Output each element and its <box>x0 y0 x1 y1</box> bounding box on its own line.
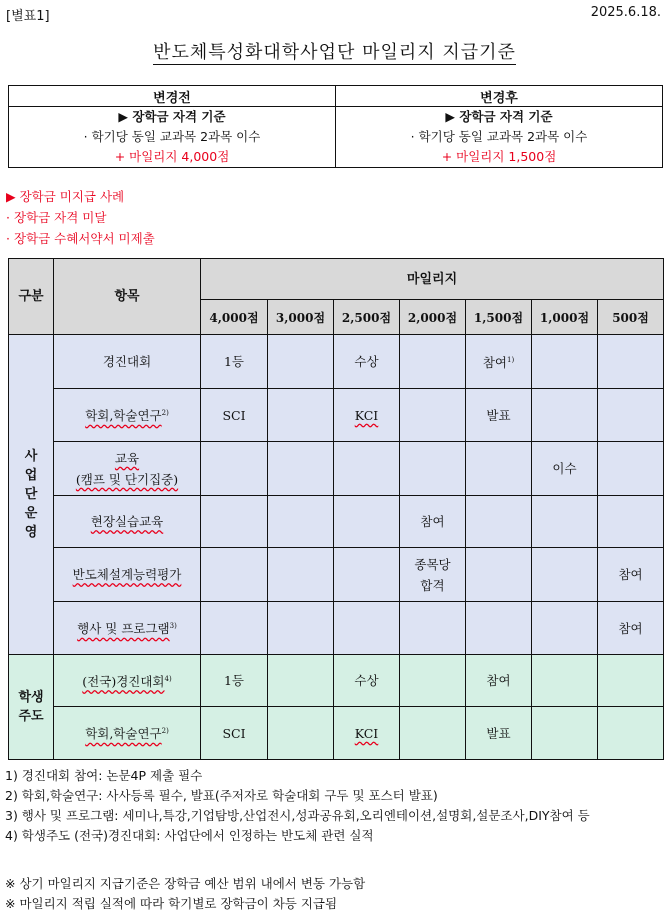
mileage-value: 1등 <box>223 673 245 688</box>
mileage-cell <box>268 335 334 389</box>
exclusion-title: ▶ 장학금 미지급 사례 <box>6 189 125 204</box>
mileage-value: 참여 <box>482 355 507 371</box>
footnote-ref: 4) <box>164 674 172 683</box>
points-header: 3,000점 <box>268 300 334 335</box>
mileage-value: SCI <box>222 407 246 423</box>
mileage-cell <box>201 548 268 602</box>
after-line1: · 학기당 동일 교과목 2과목 이수 <box>410 129 588 144</box>
mileage-cell <box>400 335 466 389</box>
item-cell <box>54 707 201 760</box>
category-cell: 학생 주도 <box>9 655 54 760</box>
item-header: 항목 <box>54 259 201 335</box>
points-header: 2,500점 <box>334 300 400 335</box>
mileage-cell <box>268 548 334 602</box>
mileage-cell <box>598 389 664 442</box>
mileage-value: 수상 <box>354 354 379 369</box>
mileage-value: 참여 <box>618 567 643 582</box>
footnote-ref: 1) <box>506 355 515 364</box>
mileage-cell <box>598 707 664 760</box>
points-header: 1,500점 <box>466 300 532 335</box>
points-header: 500점 <box>598 300 664 335</box>
footnote: 4) 학생주도 (전국)경진대회: 사업단에서 인정하는 반도체 관련 실적 <box>5 828 374 843</box>
before-line2: + 마일리지 4,000점 <box>114 149 230 164</box>
mileage-cell <box>466 655 532 707</box>
mileage-cell <box>268 442 334 496</box>
mileage-cell <box>400 389 466 442</box>
remark: ※ 마일리지 적립 실적에 따라 학기별로 장학금이 차등 지급됨 <box>5 896 338 911</box>
remarks <box>5 874 365 914</box>
mileage-cell <box>334 496 400 548</box>
mileage-value: SCI <box>222 725 246 741</box>
mileage-cell <box>466 496 532 548</box>
item-cell <box>54 496 201 548</box>
mileage-cell <box>598 496 664 548</box>
mileage-value: 참여 <box>420 514 445 529</box>
mileage-cell <box>334 442 400 496</box>
footnote-ref: 2) <box>161 409 169 418</box>
mileage-cell <box>598 442 664 496</box>
document-date: 2025.6.18. <box>590 5 661 20</box>
item-cell <box>54 548 201 602</box>
item-label: 교육 (캠프 및 단기집중) <box>75 450 179 487</box>
attachment-label: [별표1] <box>6 9 50 24</box>
table-row <box>9 655 664 707</box>
footnote: 3) 행사 및 프로그램: 세미나,특강,기업탐방,산업전시,성과공유회,오리엔테이션,설명회,설문조사,DIY참여 등 <box>5 808 590 823</box>
category-header: 구분 <box>9 259 54 335</box>
mileage-cell <box>334 389 400 442</box>
mileage-cell <box>532 442 598 496</box>
item-label: 학회,학술연구 <box>85 726 162 742</box>
exclusion-list <box>6 186 155 249</box>
mileage-cell <box>598 335 664 389</box>
mileage-table <box>8 258 664 760</box>
mileage-cell <box>268 496 334 548</box>
before-line1: · 학기당 동일 교과목 2과목 이수 <box>83 129 261 144</box>
item-label: 반도체설계능력평가 <box>72 567 182 582</box>
footnote <box>5 786 590 806</box>
before-heading: 변경전 <box>9 86 336 107</box>
mileage-cell <box>598 548 664 602</box>
footnotes <box>5 766 590 846</box>
mileage-cell <box>532 496 598 548</box>
mileage-cell <box>334 548 400 602</box>
mileage-cell <box>201 602 268 655</box>
mileage-value: 1등 <box>223 354 245 369</box>
table-row <box>9 442 664 496</box>
table-row <box>9 496 664 548</box>
mileage-cell <box>201 496 268 548</box>
points-header: 2,000점 <box>400 300 466 335</box>
mileage-value: 참여 <box>618 620 643 636</box>
mileage-cell <box>532 655 598 707</box>
footnote-text: 2) 학회,학술연구: 사사등록 필수, 발표(주저자로 학술대회 구두 및 포스터 발표) <box>5 788 438 803</box>
item-label: 학회,학술연구 <box>85 408 162 424</box>
before-cell <box>9 107 336 168</box>
before-criteria: ▶ 장학금 자격 기준 <box>118 109 226 124</box>
points-header: 4,000점 <box>201 300 268 335</box>
page-title <box>0 38 669 64</box>
mileage-cell <box>268 389 334 442</box>
mileage-cell <box>201 655 268 707</box>
mileage-cell <box>466 707 532 760</box>
mileage-cell <box>400 442 466 496</box>
mileage-cell <box>532 548 598 602</box>
table-row <box>9 707 664 760</box>
mileage-value: 수상 <box>354 673 379 688</box>
item-cell <box>54 335 201 389</box>
mileage-cell <box>201 707 268 760</box>
mileage-value: 이수 <box>552 461 577 476</box>
item-cell <box>54 655 201 707</box>
footnote-ref: 2) <box>161 727 169 736</box>
mileage-cell <box>201 389 268 442</box>
mileage-cell <box>466 389 532 442</box>
mileage-value: KCI <box>354 407 379 423</box>
mileage-value: 종목당 합격 <box>414 556 451 593</box>
exclusion-item: · 장학금 수혜서약서 미제출 <box>6 231 155 246</box>
category-cell: 사 업 단 운 영 <box>9 335 54 655</box>
table-row <box>9 548 664 602</box>
item-cell <box>54 602 201 655</box>
mileage-cell <box>466 335 532 389</box>
after-cell <box>336 107 663 168</box>
mileage-value: 발표 <box>486 725 511 741</box>
mileage-cell <box>466 442 532 496</box>
item-label: 경진대회 <box>102 354 152 369</box>
mileage-cell <box>268 602 334 655</box>
footnote-ref: 3) <box>169 622 177 631</box>
after-heading: 변경후 <box>336 86 663 107</box>
mileage-value: KCI <box>354 725 379 741</box>
remark: ※ 상기 마일리지 지급기준은 장학금 예산 범위 내에서 변동 가능함 <box>5 876 366 891</box>
mileage-cell <box>400 548 466 602</box>
exclusion-item: · 장학금 자격 미달 <box>6 210 107 225</box>
mileage-cell <box>400 602 466 655</box>
mileage-cell <box>400 655 466 707</box>
mileage-cell <box>334 335 400 389</box>
mileage-cell <box>532 389 598 442</box>
item-cell <box>54 389 201 442</box>
points-header: 1,000점 <box>532 300 598 335</box>
mileage-cell <box>201 442 268 496</box>
page-title-text: 반도체특성화대학사업단 마일리지 지급기준 <box>153 42 516 63</box>
mileage-cell <box>532 335 598 389</box>
mileage-value: 참여 <box>486 673 511 688</box>
mileage-cell <box>400 707 466 760</box>
item-label: (전국)경진대회 <box>82 674 165 690</box>
table-row <box>9 389 664 442</box>
item-label: 행사 및 프로그램 <box>77 621 170 637</box>
comparison-table <box>8 85 663 168</box>
mileage-cell <box>466 548 532 602</box>
mileage-value: 발표 <box>486 407 511 423</box>
mileage-header: 마일리지 <box>201 259 664 300</box>
after-line2: + 마일리지 1,500점 <box>441 149 557 164</box>
mileage-cell <box>334 655 400 707</box>
mileage-cell <box>201 335 268 389</box>
mileage-cell <box>268 655 334 707</box>
mileage-cell <box>400 496 466 548</box>
table-row <box>9 602 664 655</box>
item-cell <box>54 442 201 496</box>
mileage-cell <box>532 707 598 760</box>
item-label: 현장실습교육 <box>90 514 164 529</box>
mileage-cell <box>334 602 400 655</box>
mileage-cell <box>268 707 334 760</box>
mileage-cell <box>598 655 664 707</box>
mileage-cell <box>466 602 532 655</box>
table-row <box>9 335 664 389</box>
mileage-cell <box>598 602 664 655</box>
mileage-cell <box>532 602 598 655</box>
mileage-cell <box>334 707 400 760</box>
footnote: 1) 경진대회 참여: 논문4P 제출 필수 <box>5 768 203 783</box>
after-criteria: ▶ 장학금 자격 기준 <box>445 109 553 124</box>
